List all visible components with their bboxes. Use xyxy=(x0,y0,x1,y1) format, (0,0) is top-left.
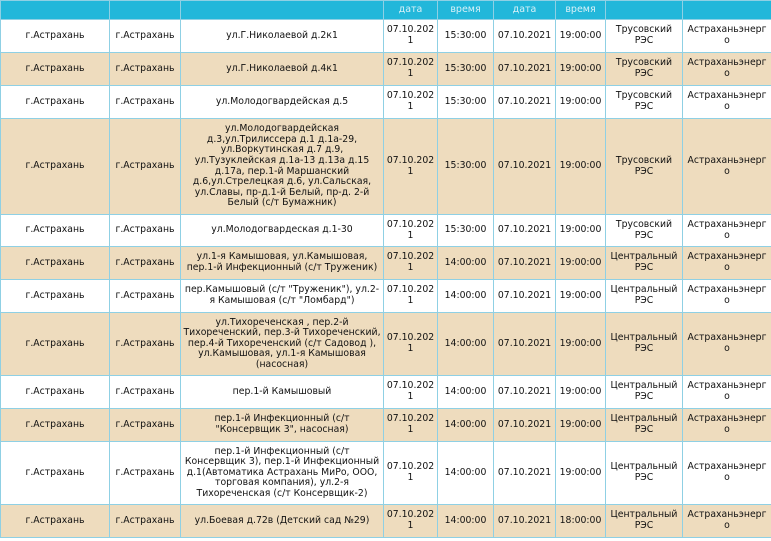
end-date-cell: 07.10.2021 xyxy=(494,86,556,119)
district-cell: г.Астрахань xyxy=(110,20,181,53)
table-row xyxy=(1,376,771,409)
table-row xyxy=(1,215,771,247)
district-cell: г.Астрахань xyxy=(110,215,181,247)
table-row xyxy=(1,119,771,215)
header-cell xyxy=(683,1,771,20)
start-time-cell: 15:30:00 xyxy=(438,86,494,119)
start-time-cell: 15:30:00 xyxy=(438,215,494,247)
table-row xyxy=(1,313,771,376)
address-cell: пер.Камышовый (с/т "Труженик"), ул.2-я Камышовая (с/т "Ломбард") xyxy=(181,280,384,313)
start-time-cell: 14:00:00 xyxy=(438,409,494,442)
district-cell: г.Астрахань xyxy=(110,119,181,215)
start-time-cell: 15:30:00 xyxy=(438,53,494,86)
res-cell: Трусовский РЭС xyxy=(606,86,683,119)
end-date-cell: 07.10.2021 xyxy=(494,505,556,538)
address-cell: ул.Молодогвардейская д.3,ул.Трилиссера д.1 д.1а-29, ул.Воркутинская д.7 д.9, ул.Тузуклейская д.1а-13 д.13а д.15 д.17а, пер.1-й Маршанский д.6,ул.Стрелецкая д.6, ул.Сальская, ул.Славы, пр-д.1-й Белый, пр-д. 2-й Белый (с/т Бумажник) xyxy=(181,119,384,215)
locality-cell: г.Астрахань xyxy=(1,86,110,119)
start-date-cell: 07.10.2021 xyxy=(384,86,438,119)
organization-cell: Астраханьэнерго xyxy=(683,376,771,409)
address-cell: ул.Г.Николаевой д.4к1 xyxy=(181,53,384,86)
organization-cell: Астраханьэнерго xyxy=(683,442,771,505)
res-cell: Центральный РЭС xyxy=(606,505,683,538)
address-cell: пер.1-й Инфекционный (с/т Консервщик 3), пер.1-й Инфекционный д.1(Автоматика Астрахань МиРо, ООО, торговая компания), ул.2-я Тихореченская (с/т Консервщик-2) xyxy=(181,442,384,505)
table-row xyxy=(1,409,771,442)
address-cell: пер.1-й Камышовый xyxy=(181,376,384,409)
end-date-cell: 07.10.2021 xyxy=(494,376,556,409)
end-time-cell: 19:00:00 xyxy=(556,86,606,119)
organization-cell: Астраханьэнерго xyxy=(683,505,771,538)
header-cell xyxy=(1,1,110,20)
district-cell: г.Астрахань xyxy=(110,280,181,313)
organization-cell: Астраханьэнерго xyxy=(683,409,771,442)
table-header-row xyxy=(1,1,771,20)
locality-cell: г.Астрахань xyxy=(1,247,110,280)
table-row xyxy=(1,247,771,280)
organization-cell: Астраханьэнерго xyxy=(683,86,771,119)
start-time-cell: 14:00:00 xyxy=(438,442,494,505)
end-time-cell: 19:00:00 xyxy=(556,20,606,53)
address-cell: ул.Молодогвардеская д.1-30 xyxy=(181,215,384,247)
end-time-cell: 19:00:00 xyxy=(556,280,606,313)
locality-cell: г.Астрахань xyxy=(1,215,110,247)
district-cell: г.Астрахань xyxy=(110,53,181,86)
end-date-cell: 07.10.2021 xyxy=(494,247,556,280)
organization-cell: Астраханьэнерго xyxy=(683,20,771,53)
locality-cell: г.Астрахань xyxy=(1,442,110,505)
start-date-cell: 07.10.2021 xyxy=(384,505,438,538)
organization-cell: Астраханьэнерго xyxy=(683,215,771,247)
end-time-cell: 19:00:00 xyxy=(556,119,606,215)
locality-cell: г.Астрахань xyxy=(1,280,110,313)
organization-cell: Астраханьэнерго xyxy=(683,53,771,86)
start-date-cell: 07.10.2021 xyxy=(384,280,438,313)
start-date-cell: 07.10.2021 xyxy=(384,215,438,247)
end-date-cell: 07.10.2021 xyxy=(494,215,556,247)
table-row xyxy=(1,86,771,119)
address-cell: ул.Боевая д.72в (Детский сад №29) xyxy=(181,505,384,538)
table-row xyxy=(1,53,771,86)
res-cell: Центральный РЭС xyxy=(606,442,683,505)
organization-cell: Астраханьэнерго xyxy=(683,313,771,376)
res-cell: Центральный РЭС xyxy=(606,376,683,409)
start-date-cell: 07.10.2021 xyxy=(384,20,438,53)
header-start-time: время xyxy=(438,1,494,20)
header-cell xyxy=(110,1,181,20)
start-time-cell: 14:00:00 xyxy=(438,313,494,376)
res-cell: Центральный РЭС xyxy=(606,313,683,376)
district-cell: г.Астрахань xyxy=(110,376,181,409)
address-cell: ул.1-я Камышовая, ул.Камышовая, пер.1-й Инфекционный (с/т Труженик) xyxy=(181,247,384,280)
locality-cell: г.Астрахань xyxy=(1,376,110,409)
table-row xyxy=(1,280,771,313)
district-cell: г.Астрахань xyxy=(110,505,181,538)
locality-cell: г.Астрахань xyxy=(1,313,110,376)
res-cell: Центральный РЭС xyxy=(606,280,683,313)
start-time-cell: 14:00:00 xyxy=(438,247,494,280)
res-cell: Трусовский РЭС xyxy=(606,215,683,247)
locality-cell: г.Астрахань xyxy=(1,20,110,53)
start-date-cell: 07.10.2021 xyxy=(384,53,438,86)
res-cell: Трусовский РЭС xyxy=(606,119,683,215)
table-row xyxy=(1,20,771,53)
end-date-cell: 07.10.2021 xyxy=(494,53,556,86)
start-date-cell: 07.10.2021 xyxy=(384,313,438,376)
organization-cell: Астраханьэнерго xyxy=(683,280,771,313)
end-time-cell: 19:00:00 xyxy=(556,247,606,280)
start-date-cell: 07.10.2021 xyxy=(384,376,438,409)
locality-cell: г.Астрахань xyxy=(1,409,110,442)
district-cell: г.Астрахань xyxy=(110,86,181,119)
start-time-cell: 14:00:00 xyxy=(438,376,494,409)
start-date-cell: 07.10.2021 xyxy=(384,442,438,505)
start-time-cell: 15:30:00 xyxy=(438,119,494,215)
res-cell: Трусовский РЭС xyxy=(606,20,683,53)
header-end-time: время xyxy=(556,1,606,20)
header-start-date: дата xyxy=(384,1,438,20)
end-time-cell: 18:00:00 xyxy=(556,505,606,538)
district-cell: г.Астрахань xyxy=(110,247,181,280)
address-cell: ул.Г.Николаевой д.2к1 xyxy=(181,20,384,53)
start-time-cell: 14:00:00 xyxy=(438,280,494,313)
end-date-cell: 07.10.2021 xyxy=(494,20,556,53)
res-cell: Центральный РЭС xyxy=(606,247,683,280)
end-date-cell: 07.10.2021 xyxy=(494,119,556,215)
end-time-cell: 19:00:00 xyxy=(556,215,606,247)
table-row xyxy=(1,442,771,505)
end-time-cell: 19:00:00 xyxy=(556,409,606,442)
organization-cell: Астраханьэнерго xyxy=(683,119,771,215)
locality-cell: г.Астрахань xyxy=(1,53,110,86)
res-cell: Трусовский РЭС xyxy=(606,53,683,86)
end-time-cell: 19:00:00 xyxy=(556,376,606,409)
end-time-cell: 19:00:00 xyxy=(556,442,606,505)
address-cell: пер.1-й Инфекционный (с/т "Консервщик 3", насосная) xyxy=(181,409,384,442)
header-cell xyxy=(606,1,683,20)
start-time-cell: 15:30:00 xyxy=(438,20,494,53)
end-time-cell: 19:00:00 xyxy=(556,313,606,376)
header-cell xyxy=(181,1,384,20)
organization-cell: Астраханьэнерго xyxy=(683,247,771,280)
address-cell: ул.Тихореченская , пер.2-й Тихореченский, пер.3-й Тихореченский, пер.4-й Тихореченский (с/т Садовод ), ул.Камышовая, ул.1-я Камышовая (насосная) xyxy=(181,313,384,376)
district-cell: г.Астрахань xyxy=(110,313,181,376)
res-cell: Центральный РЭС xyxy=(606,409,683,442)
end-date-cell: 07.10.2021 xyxy=(494,280,556,313)
address-cell: ул.Молодогвардейская д.5 xyxy=(181,86,384,119)
end-time-cell: 19:00:00 xyxy=(556,53,606,86)
locality-cell: г.Астрахань xyxy=(1,505,110,538)
table-row xyxy=(1,505,771,538)
end-date-cell: 07.10.2021 xyxy=(494,442,556,505)
start-time-cell: 14:00:00 xyxy=(438,505,494,538)
end-date-cell: 07.10.2021 xyxy=(494,409,556,442)
start-date-cell: 07.10.2021 xyxy=(384,119,438,215)
district-cell: г.Астрахань xyxy=(110,409,181,442)
locality-cell: г.Астрахань xyxy=(1,119,110,215)
end-date-cell: 07.10.2021 xyxy=(494,313,556,376)
district-cell: г.Астрахань xyxy=(110,442,181,505)
start-date-cell: 07.10.2021 xyxy=(384,247,438,280)
start-date-cell: 07.10.2021 xyxy=(384,409,438,442)
header-end-date: дата xyxy=(494,1,556,20)
